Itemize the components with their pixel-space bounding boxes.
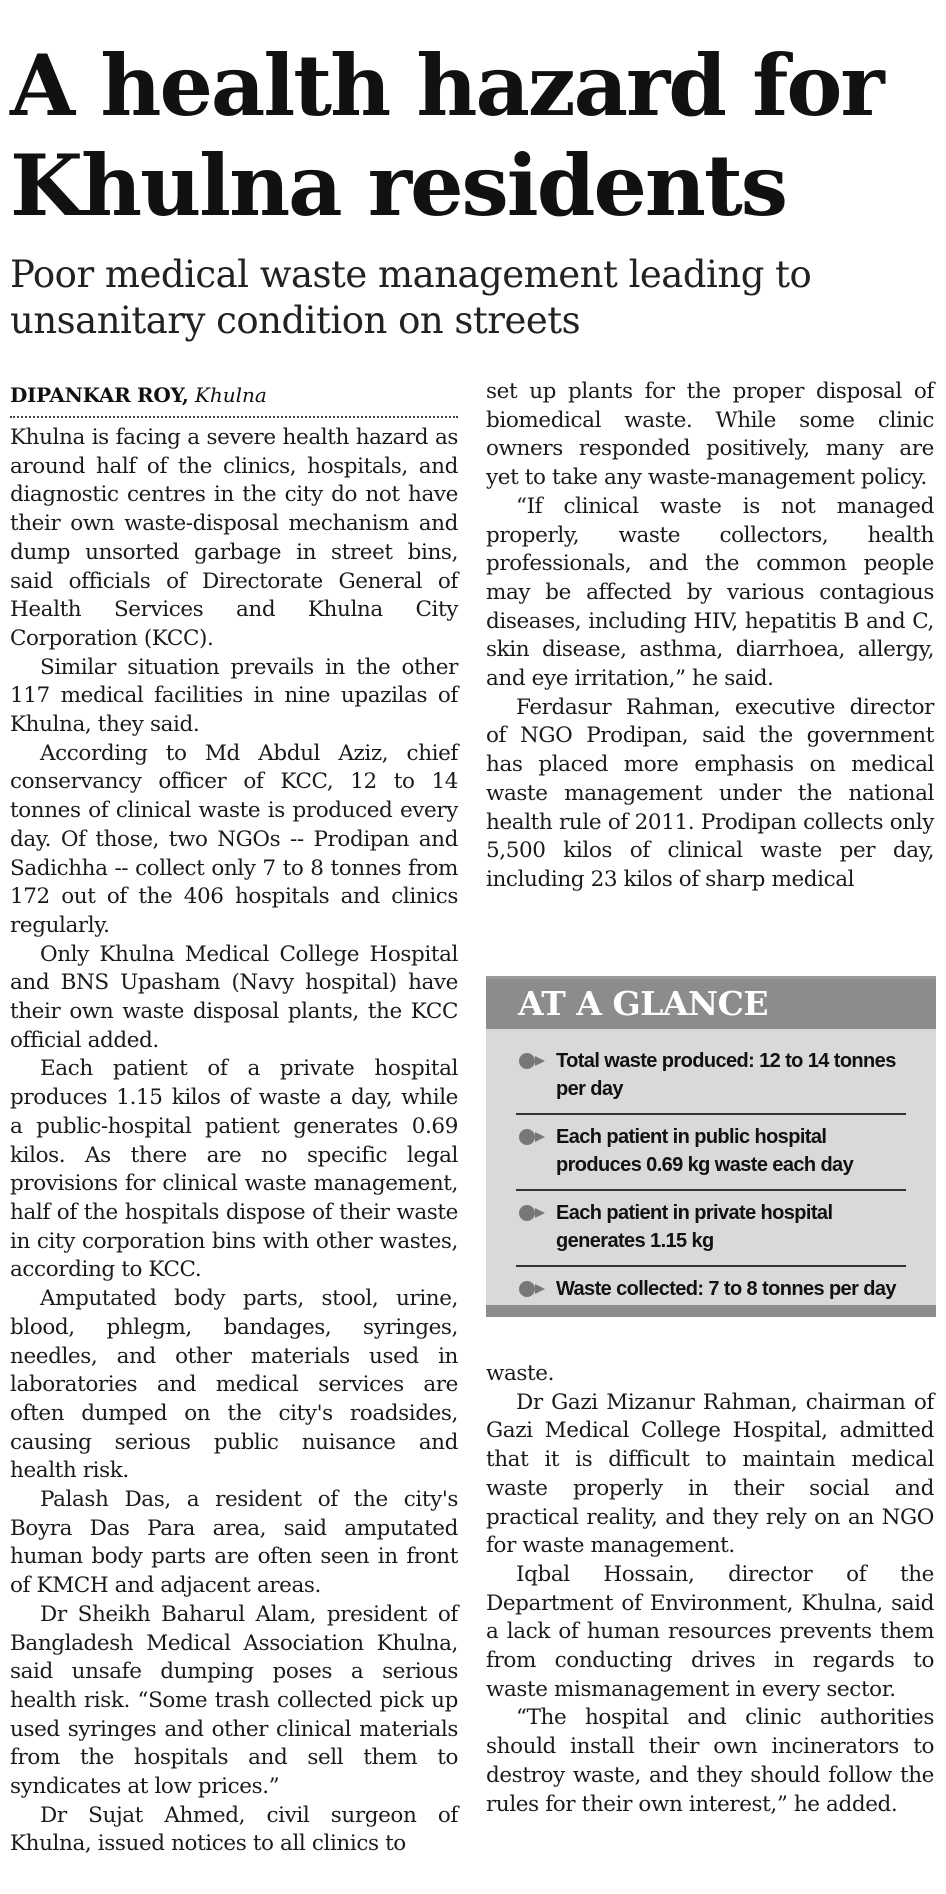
list-item xyxy=(516,1267,906,1313)
column-right-bottom xyxy=(486,1360,934,1819)
paragraph: waste. xyxy=(486,1361,555,1386)
byline-author: DIPANKAR ROY, xyxy=(10,383,189,407)
paragraph: Iqbal Hossain, director of the Department of Environment, Khulna, said a lack of human resources prevents them from conducting drives in regards to waste mismanagement in every sector. xyxy=(486,1561,934,1702)
byline xyxy=(10,382,458,418)
at-a-glance-list xyxy=(486,1029,936,1313)
glance-item-text: Waste collected: 7 to 8 tonnes per day xyxy=(556,1278,896,1300)
column-left xyxy=(10,424,458,1859)
list-item xyxy=(516,1191,906,1267)
list-item xyxy=(516,1115,906,1191)
paragraph: set up plants for the proper disposal of biomedical waste. While some clinic owners responded positively, many are yet to take any waste-management policy. xyxy=(486,379,934,491)
paragraph: Only Khulna Medical College Hospital and BNS Upasham (Navy hospital) have their own waste disposal plants, the KCC official added. xyxy=(10,941,458,1053)
subheadline: Poor medical waste management leading to unsanitary condition on streets xyxy=(10,253,812,342)
pill-bullet-icon xyxy=(518,1052,548,1070)
paragraph: Each patient of a private hospital produces 1.15 kilos of waste a day, while a public-hospital patient generates 0.69 kilos. As there are no specific legal provisions for clinical waste management, half of the hospitals dispose of their waste in city corporation bins with other wastes, according to KCC. xyxy=(10,1056,458,1283)
paragraph: “The hospital and clinic authorities should install their own incinerators to destroy waste, and they should follow the rules for their own interest,” he added. xyxy=(486,1705,934,1817)
pill-bullet-icon xyxy=(518,1280,548,1298)
paragraph: Dr Sujat Ahmed, civil surgeon of Khulna, issued notices to all clinics to xyxy=(10,1802,458,1857)
at-a-glance-title: AT A GLANCE xyxy=(486,979,936,1029)
glance-item-text: Each patient in public hospital produces 0.69 kg waste each day xyxy=(556,1126,854,1176)
glance-item-text: Each patient in private hospital generates 1.15 kg xyxy=(556,1202,833,1252)
paragraph: According to Md Abdul Aziz, chief conservancy officer of KCC, 12 to 14 tonnes of clinical waste is produced every day. Of those, two NGOs -- Prodipan and Sadichha -- collect only 7 to 8 tonnes from 172 out of the 406 hospitals and clinics regularly. xyxy=(10,740,458,938)
paragraph: Dr Sheikh Baharul Alam, president of Bangladesh Medical Association Khulna, said unsafe dumping poses a serious health risk. “Some trash collected pick up used syringes and other clinical materials from the hospitals and sell them to syndicates at low prices.” xyxy=(10,1601,458,1800)
pill-bullet-icon xyxy=(518,1128,548,1146)
paragraph: Amputated body parts, stool, urine, blood, phlegm, bandages, syringes, needles, and other materials used in laboratories and medical services are often dumped on the city's roadsides, causing serious public nuisance and health risk. xyxy=(10,1286,458,1484)
glance-item-text: Total waste produced: 12 to 14 tonnes per day xyxy=(556,1050,896,1100)
pill-bullet-icon xyxy=(518,1204,548,1222)
headline: A health hazard for Khulna residents xyxy=(10,36,883,235)
list-item xyxy=(516,1039,906,1115)
column-right-top xyxy=(486,378,934,895)
paragraph: Dr Gazi Mizanur Rahman, chairman of Gazi Medical College Hospital, admitted that it is difficult to maintain medical waste properly in their social and practical reality, and they rely on an NGO for waste management. xyxy=(486,1389,934,1559)
paragraph: “If clinical waste is not managed properly, waste collectors, health professionals, and the common people may be affected by various contagious diseases, including HIV, hepatitis B and C, skin disease, asthma, diarrhoea, allergy, and eye irritation,” he said. xyxy=(486,493,934,692)
paragraph: Palash Das, a resident of the city's Boyra Das Para area, said amputated human body parts are often seen in front of KMCH and adjacent areas. xyxy=(10,1487,458,1599)
paragraph: Ferdasur Rahman, executive director of NGO Prodipan, said the government has placed more emphasis on medical waste management under the national health rule of 2011. Prodipan collects only 5,500 kilos of clinical waste per day, including 23 kilos of sharp medical xyxy=(486,694,934,892)
paragraph: Khulna is facing a severe health hazard as around half of the clinics, hospitals, and diagnostic centres in the city do not have their own waste-disposal mechanism and dump unsorted garbage in street bins, said officials of Directorate General of Health Services and Khulna City Corporation (KCC). xyxy=(10,425,458,651)
at-a-glance-box xyxy=(486,976,936,1317)
byline-location: Khulna xyxy=(194,383,267,407)
paragraph: Similar situation prevails in the other 117 medical facilities in nine upazilas of Khulna, they said. xyxy=(10,654,458,738)
